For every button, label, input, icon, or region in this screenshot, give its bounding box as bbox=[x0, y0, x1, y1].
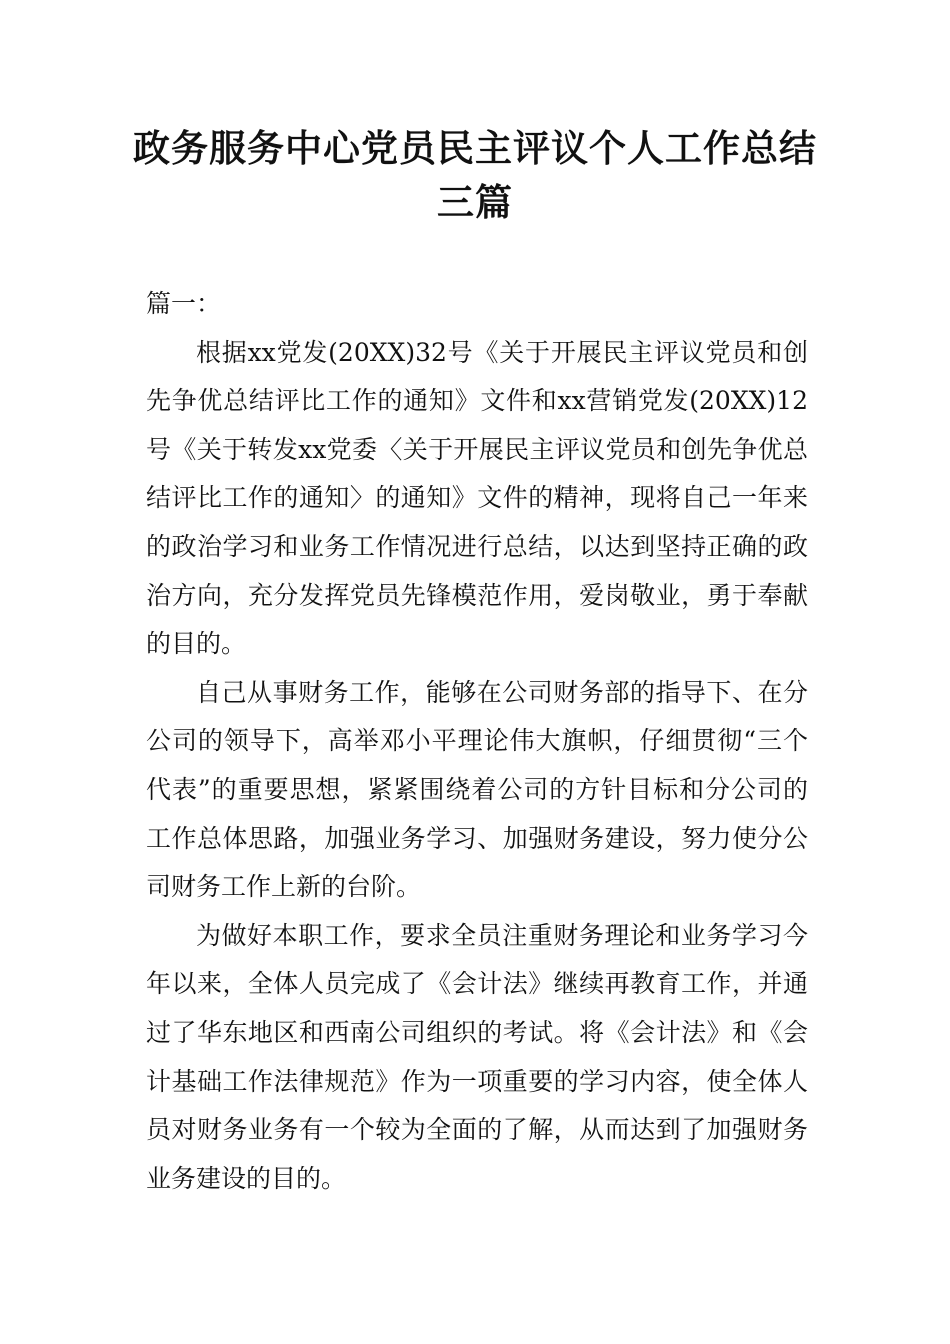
section-label: 篇一： bbox=[146, 289, 222, 318]
paragraph-2: 自己从事财务工作，能够在公司财务部的指导下、在分公司的领导下，高举邓小平理论伟大旗帜，仔细贯彻“三个代表”的重要思想，紧紧围绕着公司的方针目标和分公司的工作总体思路，加强业务学习、加强财务建设，努力使分公司财务工作上新的台阶。 bbox=[146, 677, 808, 902]
paragraph-1: 根据xx党发(20XX)32号《关于开展民主评议党员和创先争优总结评比工作的通知》文件和xx营销党发(20XX)12号《关于转发xx党委〈关于开展民主评议党员和创先争优总结评比工作的通知〉的通知》文件的精神，现将自己一年来的政治学习和业务工作情况进行总结，以达到坚持正确的政治方向，充分发挥党员先锋模范作用，爱岗敬业，勇于奉献的目的。 bbox=[146, 337, 808, 659]
document-title: 政务服务中心党员民主评议个人工作总结三篇 bbox=[133, 127, 817, 224]
document-body bbox=[146, 280, 808, 1203]
paragraph-3: 为做好本职工作，要求全员注重财务理论和业务学习今年以来，全体人员完成了《会计法》继续再教育工作，并通过了华东地区和西南公司组织的考试。将《会计法》和《会计基础工作法律规范》作为一项重要的学习内容，使全体人员对财务业务有一个较为全面的了解，从而达到了加强财务业务建设的目的。 bbox=[146, 920, 808, 1193]
